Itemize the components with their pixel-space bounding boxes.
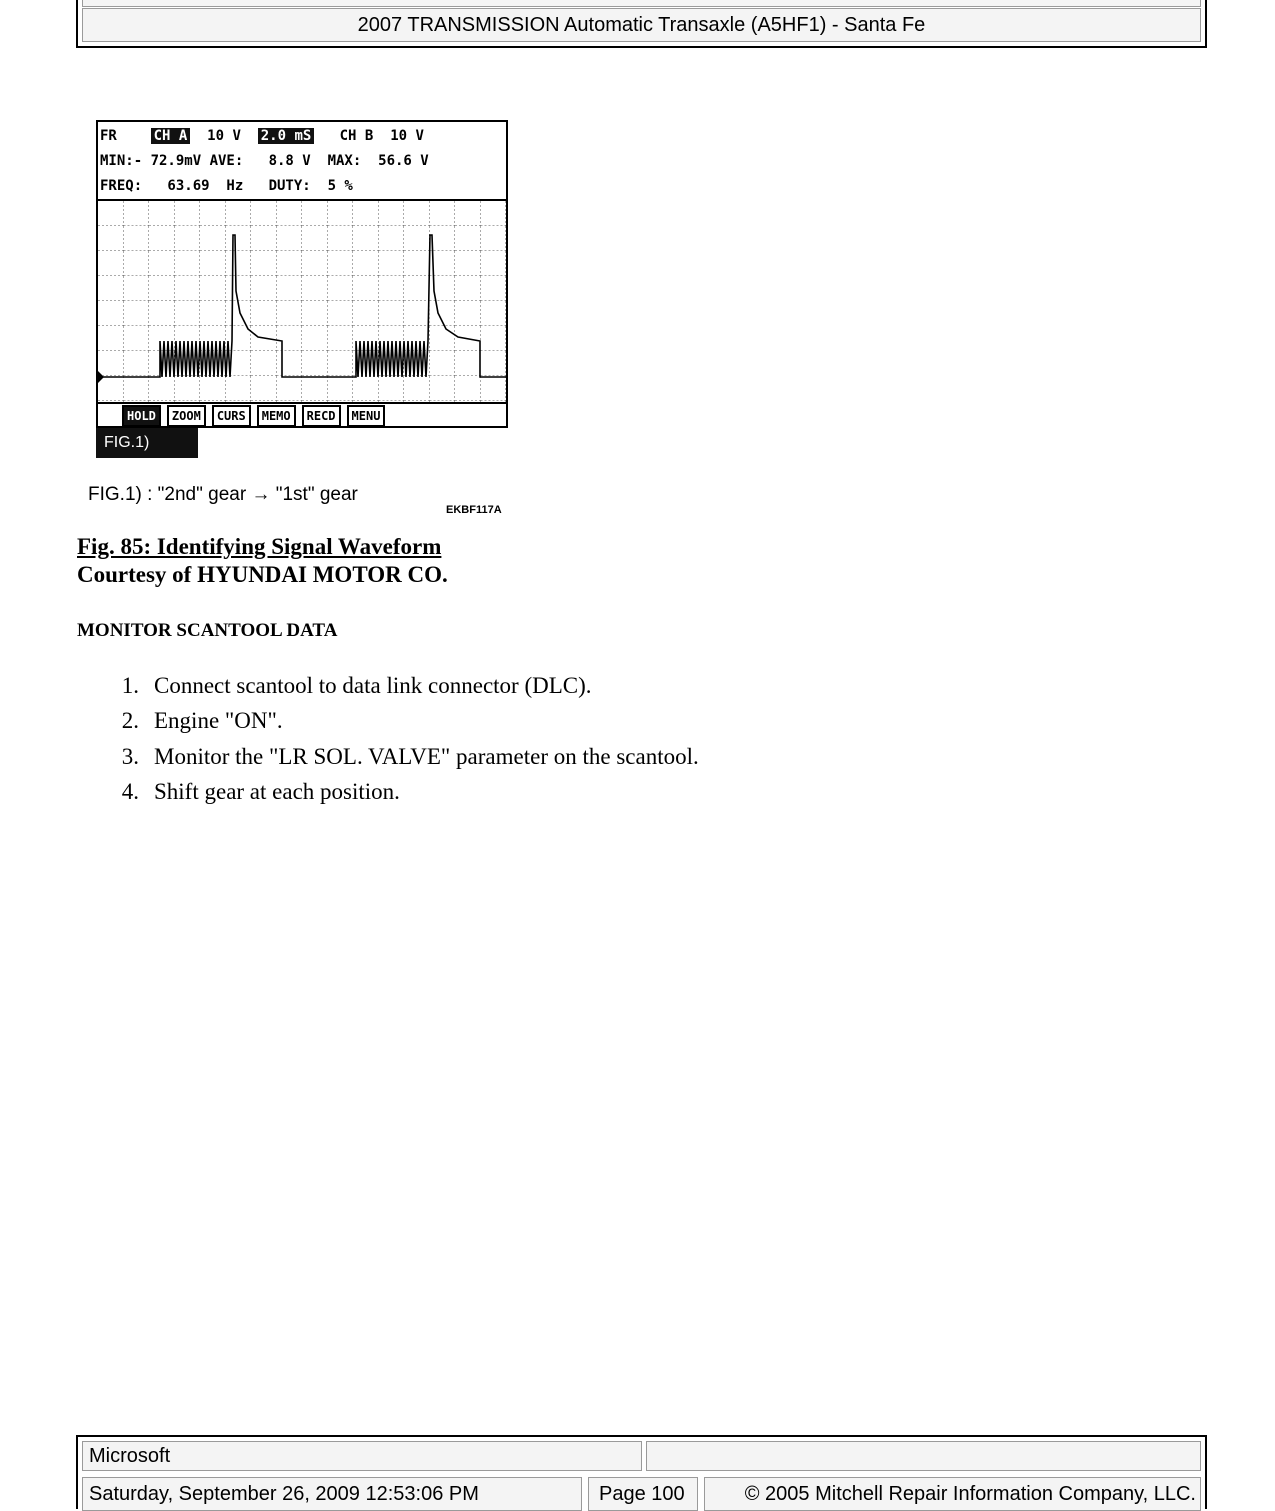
scope-timebase: 2.0 mS: [258, 128, 315, 144]
figure-caption-title[interactable]: Fig. 85: Identifying Signal Waveform: [77, 534, 442, 559]
scope-button-bar: [98, 404, 506, 428]
figure-inline-caption: FIG.1) : "2nd" gear → "1st" gear: [88, 484, 358, 505]
scope-freq-duty: FREQ: 63.69 Hz DUTY: 5 %: [100, 178, 353, 194]
footer-empty-cell: [646, 1441, 1201, 1471]
footer-page-number: Page 100: [588, 1477, 698, 1511]
figure-caption-credit: Courtesy of HYUNDAI MOTOR CO.: [77, 562, 448, 587]
recd-button: RECD: [302, 405, 341, 427]
curs-button: CURS: [212, 405, 251, 427]
scope-volts-b: 10 V: [390, 128, 424, 144]
scope-min-ave-max: MIN:- 72.9mV AVE: 8.8 V MAX: 56.6 V: [100, 153, 429, 169]
scope-ch-a: CH A: [151, 128, 191, 144]
page-footer: [76, 1435, 1207, 1509]
footer-date: Saturday, September 26, 2009 12:53:06 PM: [82, 1477, 582, 1511]
menu-button: MENU: [347, 405, 386, 427]
figure-tag: FIG.1): [96, 428, 198, 458]
waveform-graphic: [98, 201, 506, 402]
list-item: 4. Shift gear at each position.: [121, 778, 400, 804]
footer-company: Microsoft: [82, 1441, 642, 1471]
scope-header-row: [100, 125, 424, 147]
steps-list: [77, 670, 699, 811]
hold-button: HOLD: [122, 405, 161, 427]
header-title: 2007 TRANSMISSION Automatic Transaxle (A5HF1) - Santa Fe: [82, 8, 1201, 42]
waveform-plot: [98, 199, 506, 404]
list-item: 2. Engine "ON".: [121, 708, 283, 734]
zoom-button: ZOOM: [167, 405, 206, 427]
figure-code: EKBF117A: [446, 504, 502, 516]
footer-copyright: © 2005 Mitchell Repair Information Company, LLC.: [704, 1477, 1201, 1511]
memo-button: MEMO: [257, 405, 296, 427]
oscilloscope-screen: [96, 120, 508, 428]
section-heading: MONITOR SCANTOOL DATA: [77, 620, 338, 641]
waveform-figure: [86, 112, 518, 522]
page-header: [76, 0, 1207, 48]
scope-ch-b: CH B: [339, 128, 374, 144]
scope-volts-a: 10 V: [207, 128, 241, 144]
list-item: 3. Monitor the "LR SOL. VALVE" parameter on the scantool.: [121, 743, 699, 769]
scope-fr-label: FR: [100, 128, 117, 144]
list-item: 1. Connect scantool to data link connector (DLC).: [121, 673, 592, 698]
